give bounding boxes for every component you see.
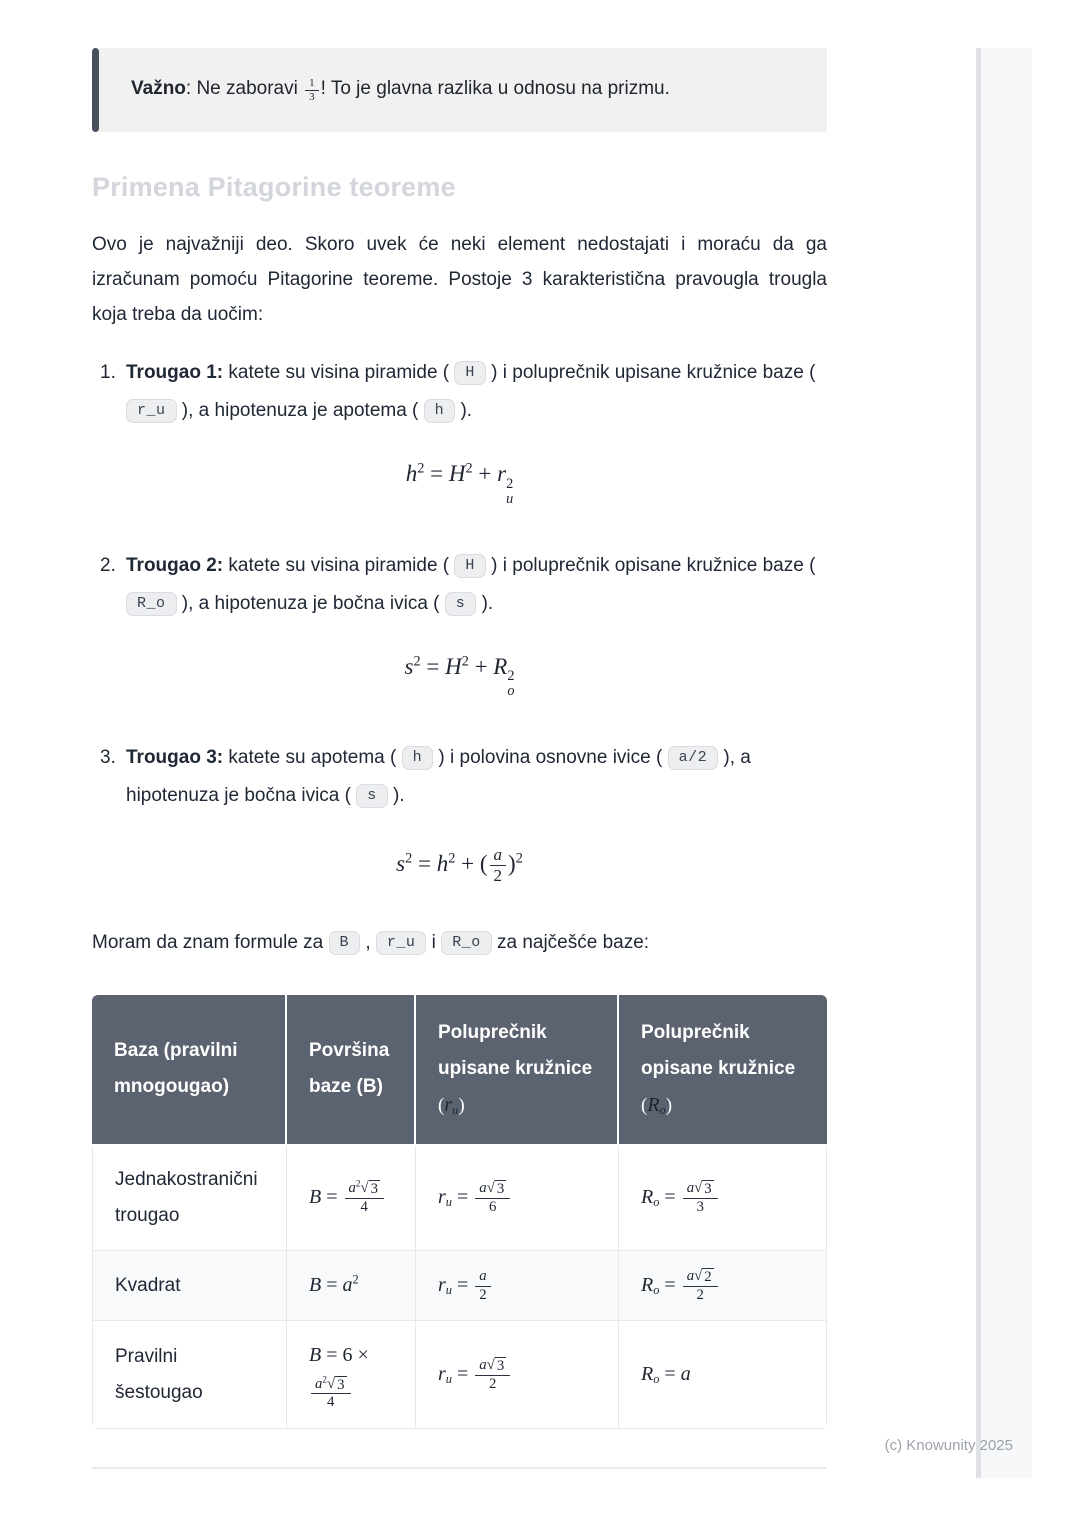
formula-cell	[287, 1251, 416, 1322]
inline-code-badge: R_o	[441, 931, 492, 955]
list-item-text: Trougao 2: katete su visina piramide ( H ) i poluprečnik opisane kružnice baze ( R_o ), a hipotenuza je bočna ivica ( s ).	[126, 554, 816, 614]
copyright-credit: (c) Knowunity 2025	[884, 1437, 1013, 1454]
inline-code-badge: s	[356, 784, 388, 808]
bold-text: Trougao 2:	[126, 554, 224, 576]
base-name-cell: Pravilni šestougao	[92, 1321, 287, 1429]
list-item-text: Trougao 1: katete su visina piramide ( H ) i poluprečnik upisane kružnice baze ( r_u ), a hipotenuza je apotema ( h ).	[126, 362, 816, 422]
scrollbar-track[interactable]	[976, 48, 1032, 1478]
table-header-cell: Poluprečnik opisane kružnice (Ro)	[619, 995, 827, 1146]
inline-code-badge: R_o	[126, 592, 177, 616]
important-callout	[92, 48, 827, 132]
math-formula: Ro = a	[641, 1363, 691, 1387]
math-formula: $s^2 = H^2 + R$ 2 o	[404, 653, 515, 699]
table-header-row	[92, 995, 827, 1146]
math-formula: $B = a^2$	[309, 1272, 359, 1297]
table-row	[92, 1146, 827, 1251]
callout-left-bar	[92, 48, 99, 132]
formula-cell	[416, 1251, 619, 1322]
section-heading: Primena Pitagorine teoreme	[92, 172, 456, 203]
table-body	[92, 1146, 827, 1429]
paren: (	[438, 1094, 445, 1116]
inline-code-badge: h	[424, 399, 456, 423]
bold-text: Trougao 1:	[126, 362, 224, 384]
display-formula	[92, 460, 827, 506]
formula-cell	[416, 1321, 619, 1429]
list-item-text: Trougao 3: katete su apotema ( h ) i polovina osnovne ivice ( a/2 ), a hipotenuza je bočna ivica ( s ).	[126, 746, 751, 806]
formula-cell	[416, 1146, 619, 1251]
math-formula: ru = a √ 3 2	[438, 1363, 512, 1385]
math-formula: $s^2 = h^2$ + ( $\frac{a}{2}$ )$^2$	[396, 844, 523, 886]
base-formulas-table	[92, 995, 827, 1429]
numbered-list	[92, 354, 827, 887]
base-name-cell: Jednakostranični trougao	[92, 1146, 287, 1251]
table-row	[92, 1251, 827, 1322]
formula-cell	[619, 1251, 827, 1322]
display-formula	[92, 653, 827, 699]
base-name-cell: Kvadrat	[92, 1251, 287, 1322]
inline-code-badge: r_u	[376, 931, 427, 955]
math-formula: Ro	[647, 1093, 666, 1117]
list-item-number: 2.	[100, 554, 116, 576]
formula-cell	[287, 1146, 416, 1251]
table-row	[92, 1321, 827, 1429]
bold-text: Važno	[131, 78, 186, 99]
display-formula	[92, 845, 827, 887]
math-formula: $h^2 = H^2 + r$ 2 u	[405, 460, 514, 507]
list-item	[92, 547, 827, 623]
inline-code-badge: h	[402, 746, 434, 770]
document-content	[92, 0, 827, 1469]
callout-text: Važno: Ne zaboravi $\frac{1}{3}$ ! To je glavna razlika u odnosu na prizmu.	[99, 48, 827, 132]
formulas-note: Moram da znam formule za B , r_u i R_o za najčešće baze:	[92, 931, 650, 953]
inline-code-badge: s	[445, 592, 477, 616]
math-formula: B = $a^2$ √ 3 4	[309, 1186, 386, 1208]
inline-code-badge: B	[329, 931, 361, 955]
formula-cell	[287, 1321, 416, 1429]
table-header-cell: Poluprečnik upisane kružnice (ru)	[416, 995, 619, 1146]
list-item-number: 1.	[100, 362, 116, 384]
formula-cell	[619, 1321, 827, 1429]
math-formula: Ro = a √ 3 3	[641, 1186, 720, 1208]
math-formula: B = 6 × $a^2$ √ 3 4	[309, 1344, 369, 1411]
list-item-number: 3.	[100, 746, 116, 768]
table-header-cell: Baza (pravilni mnogougao)	[92, 995, 287, 1146]
inline-code-badge: H	[454, 554, 486, 578]
inline-code-badge: a/2	[668, 746, 719, 770]
inline-code-badge: H	[454, 361, 486, 385]
divider-line	[92, 1467, 827, 1469]
paren: (	[641, 1094, 648, 1116]
paren: )	[665, 1094, 673, 1116]
math-formula: ru = $\frac{a}{2}$	[438, 1274, 493, 1296]
math-formula: $\frac{1}{3}$	[303, 82, 320, 98]
formula-cell	[619, 1146, 827, 1251]
paren: )	[458, 1094, 465, 1116]
bold-text: Trougao 3:	[126, 746, 224, 768]
table-head	[92, 995, 827, 1146]
inline-code-badge: r_u	[126, 399, 177, 423]
math-formula: ru	[444, 1093, 459, 1117]
math-formula: ru = a √ 3 6	[438, 1186, 512, 1208]
list-item	[92, 739, 827, 815]
list-item	[92, 354, 827, 430]
intro-paragraph: Ovo je najvažniji deo. Skoro uvek će neki element nedostajati i moraću da ga izračunam pomoću Pitagorine teoreme. Postoje 3 karakteristična pravougla trougla koja treba da uočim:	[92, 234, 827, 326]
table-header-cell: Površina baze (B)	[287, 995, 416, 1146]
math-formula: Ro = a √ 2 2	[641, 1274, 720, 1296]
